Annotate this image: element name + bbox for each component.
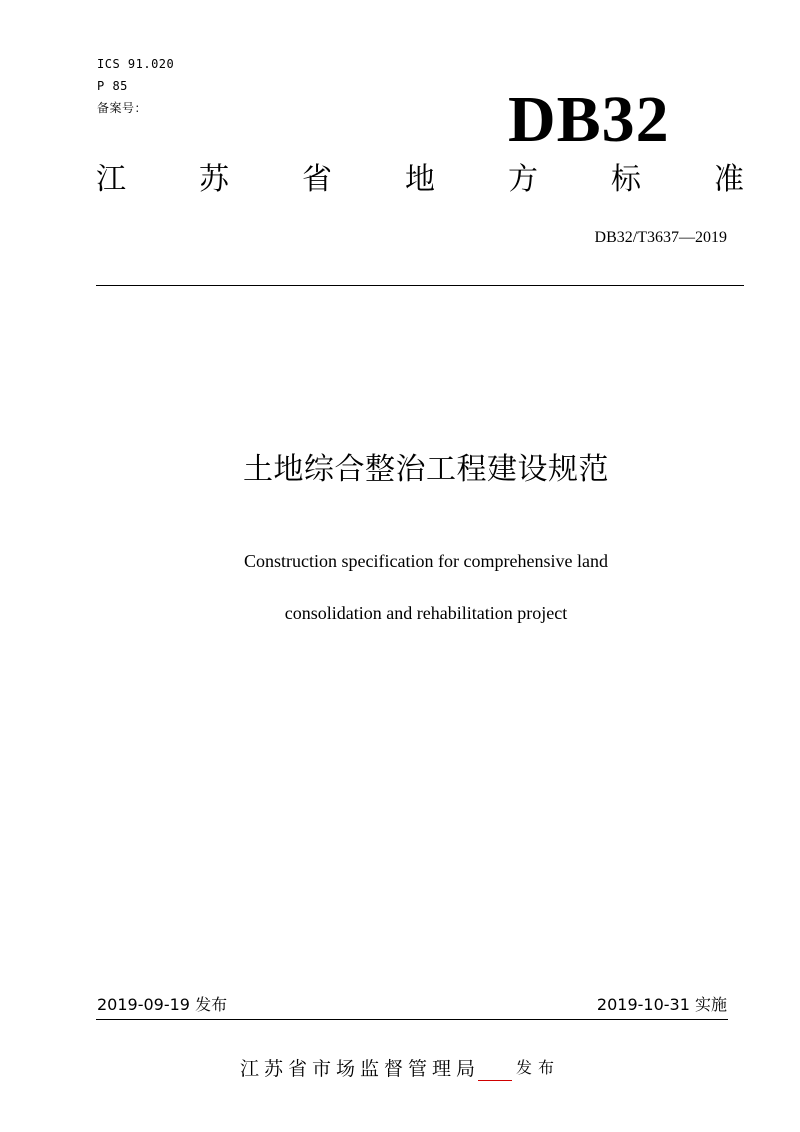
- standard-type-char: 标: [611, 162, 641, 197]
- issuer-block: [240, 1054, 560, 1084]
- footer-divider: [96, 1019, 728, 1020]
- standard-type: [96, 156, 744, 196]
- filing-number-label: 备案号：: [97, 101, 148, 115]
- issue-label: 发布: [516, 1058, 561, 1077]
- ccs-code: P 85: [97, 79, 128, 93]
- document-title-cn: 土地综合整治工程建设规范: [243, 452, 609, 487]
- document-title-en-line1: Construction specification for comprehensive land: [244, 551, 608, 571]
- db-logo: DB32: [508, 83, 670, 156]
- standard-number: DB32/T3637—2019: [594, 229, 727, 246]
- issuing-authority: 江苏省市场监督管理局: [240, 1058, 481, 1080]
- implementation-date: 2019-10-31 实施: [596, 995, 727, 1014]
- standard-type-char: 江: [96, 162, 126, 197]
- publish-date: 2019-09-19 发布: [97, 995, 228, 1014]
- standard-type-char: 苏: [199, 162, 229, 197]
- ics-code: ICS 91.020: [97, 57, 175, 71]
- standard-type-char: 准: [714, 162, 744, 197]
- document-title-en-line2: consolidation and rehabilitation project: [284, 603, 568, 623]
- standard-type-char: 省: [302, 162, 332, 197]
- standard-type-char: 地: [405, 162, 435, 197]
- header-divider: [96, 285, 744, 286]
- standard-type-char: 方: [508, 162, 538, 197]
- issuer-underline: [478, 1080, 512, 1081]
